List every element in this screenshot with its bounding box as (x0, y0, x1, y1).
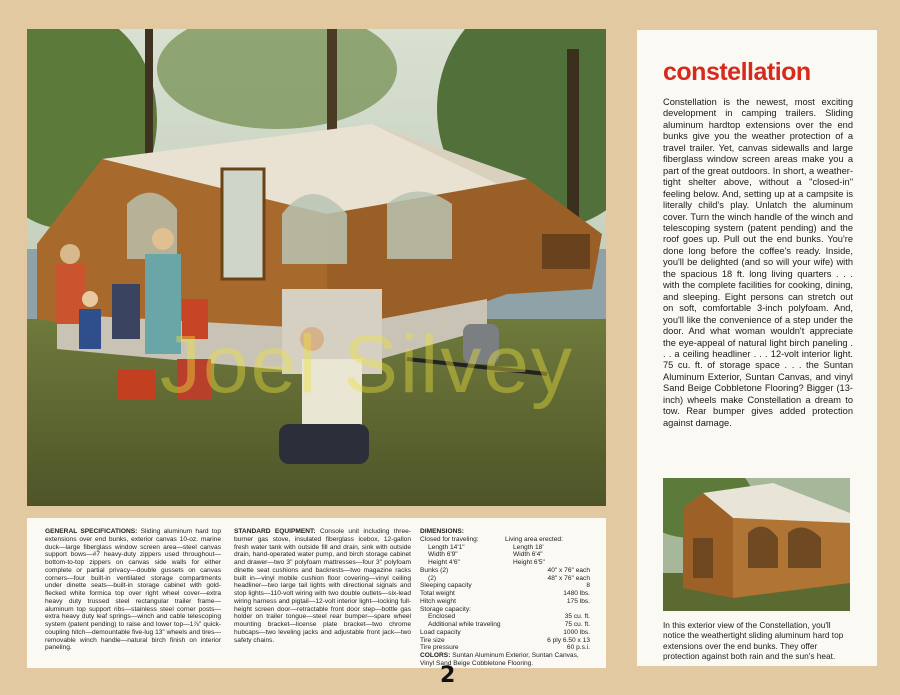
erected-length-label: Length (513, 543, 534, 551)
enclosed-value: 35 cu. ft. (564, 613, 590, 621)
sleeping-capacity-value: 8 (586, 582, 590, 590)
erected-label: Living area erected: (505, 535, 563, 543)
standard-equipment-text: Console unit including three-burner gas stove, insulated fiberglass icebox, 12-gallon fresh water tank with outside fill and drain, sink with outside drain, hand-operated water pump, and birch storage cabinet and drawer—two 3" polyfoam mattresses—four 3" polyfoam dinette seat cushions and backrests—two magazine racks built in—vinyl mobile cushion floor covering—vinyl ceiling headliner—two large tail lights with directional signals and stop lights—110-volt wiring with two double outlets—six-lead wiring harness and pigtail—12-volt interior light—locking full-height screen door—retractable front door step—bottle gas holder on trailer tongue—steel rear bumper—spare wheel mounting bracket—license plate bracket—two chrome hubcaps—two leveling jacks and adjustable front jack—two safety chains. (234, 528, 411, 644)
erected-height-value: 6'5" (533, 559, 545, 566)
total-weight-value: 1480 lbs. (563, 590, 590, 597)
erected-length-value: 18' (535, 543, 544, 551)
general-specs-heading: GENERAL SPECIFICATIONS: (45, 528, 138, 535)
description-paragraph: Constellation is the newest, most exciting development in camping trailers. Sliding aluminum hardtop extensions over the end bunks give you the weather protection of a travel trailer. Yet, canvas sidewalls and large fiberglass window screen areas make you a part of the great outdoors. In short, a weather-tight shelter above, without a "closed-in" feeling below. And, setting up at a campsite is literally child's play. Unlatch the aluminum cover. Turn the winch handle of the winch and telescoping system (patent pending) and the roof goes up. Pull out the end bunks. You're done long before the coffee's ready. Inside, you'll be delighted (and so will your wife) with the spacious 18 ft. long living quarters . . . with the complete facilities for cooking, dining, and sleeping. Eight persons can stretch out on soft, comfortable 3-inch polyfoam. And, you'll like the convenience of a step under the door. And what woman wouldn't appreciate the eye-appeal of natural light birch paneling . . . a ceiling headliner . . . 12-volt interior light. 75 cu. ft. of storage space . . . the Suntan Aluminum Exterior, Suntan Canvas, and vinyl Sand Beige Cobbletone Flooring? Bigger (13-inch) wheels make Constellation a dream to tow. Rear bumper gives added protection against damage. (663, 97, 853, 428)
hitch-weight-value: 175 lbs. (566, 597, 590, 605)
closed-length-label: Length (428, 543, 449, 551)
dimensions-block (420, 528, 590, 668)
storage-capacity-label: Storage capacity: (420, 605, 471, 613)
sleeping-capacity-label: Sleeping capacity (420, 582, 472, 590)
tire-size-label: Tire size (420, 636, 445, 644)
load-capacity-label: Load capacity (420, 628, 461, 636)
tire-pressure-label: Tire pressure (420, 644, 459, 652)
watermark-text: Joel Silvey (160, 319, 574, 410)
closed-height-label: Height (428, 559, 448, 566)
total-weight-label: Total weight (420, 590, 455, 597)
exterior-view-photo (663, 478, 850, 611)
additional-storage-value: 75 cu. ft. (564, 621, 590, 628)
hitch-weight-label: Hitch weight (420, 597, 456, 605)
general-specifications (45, 528, 221, 652)
closed-height-value: 4'6" (448, 559, 460, 566)
erected-width-label: Width (513, 551, 530, 559)
tire-size-value: 6 ply 6.50 x 13 (547, 636, 590, 644)
erected-width-value: 6'4" (531, 551, 543, 559)
standard-equipment (234, 528, 411, 644)
general-specs-text: Sliding aluminum hard top extensions over end bunks, exterior canvas 10-oz. marine duck—large fiberglass window screen area—steel canvas support bows—#7 heavy-duty zippers used throughout—bottom-to-top zippers on canvas side walls for either complete or partial privacy—double gussets on canvas corners—four built-in ventilated storage compartments under dinette seats—built-in storage cabinet with gold-flecked white formica top over right wheel cover—extra heavy duty trussed steel rectangular trailer frame—aluminum top support ribs—stainless steel corner posts—extra heavy duty leaf springs—winch and cable telescoping system (patent pending) to raise and lower top—1⅞" quick-coupling hitch—demountable five-lug 13" wheels and tires—removable winch handle—natural birch finish on interior paneling. (45, 528, 221, 652)
erected-height-label: Height (513, 559, 533, 566)
dimensions-heading: DIMENSIONS: (420, 528, 464, 535)
standard-equipment-heading: STANDARD EQUIPMENT: (234, 528, 316, 535)
page-title: constellation (663, 58, 811, 86)
bunks-label: Bunks (2) (420, 566, 449, 574)
page-number: 2 (440, 663, 456, 688)
additional-storage-label: Additional while traveling (428, 621, 501, 628)
closed-width-value: 6'9" (446, 551, 458, 559)
closed-length-value: 14'1" (450, 543, 465, 551)
tire-pressure-value: 60 p.s.i. (566, 644, 590, 652)
colors-text: Suntan Aluminum Exterior, Suntan Canvas, Vinyl Sand Beige Cobbletone Flooring. (420, 652, 579, 667)
closed-label: Closed for traveling: (420, 535, 479, 543)
bunks-row2-label: (2) (428, 574, 437, 582)
bunks-row2-value: 48" x 76" each (547, 574, 590, 582)
main-photo-camper (27, 29, 606, 506)
enclosed-label: Enclosed (428, 613, 456, 621)
load-capacity-value: 1000 lbs. (563, 628, 590, 636)
photo-caption: In this exterior view of the Constellation, you'll notice the weathertight sliding aluminum hard top extensions over the end bunks. They offer protection against both rain and the sun's heat. (663, 620, 844, 662)
colors-heading: COLORS: (420, 652, 451, 659)
bunks-row1-value: 40" x 76" each (547, 566, 590, 574)
closed-width-label: Width (428, 551, 445, 559)
